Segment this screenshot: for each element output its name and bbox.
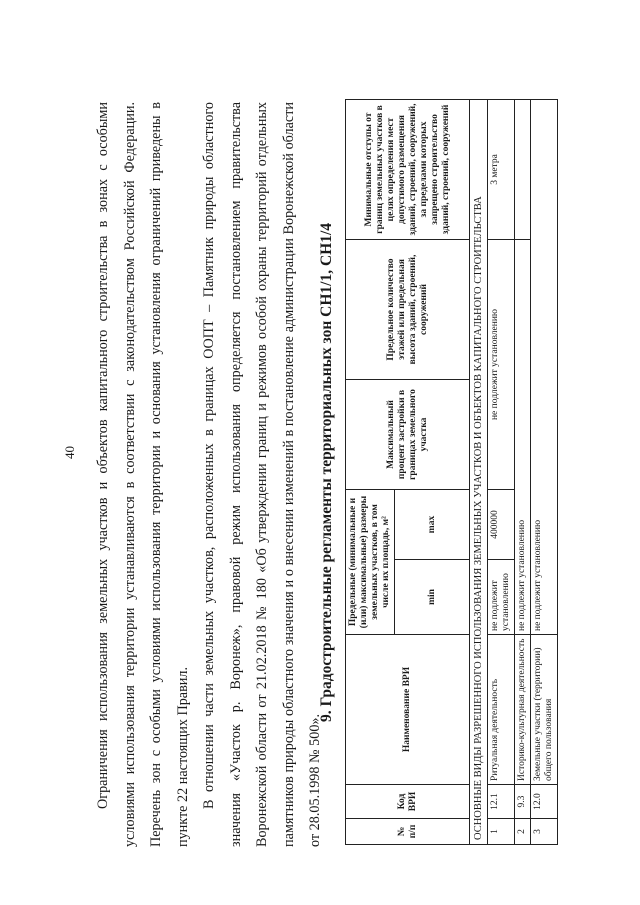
- section-row-label: ОСНОВНЫЕ ВИДЫ РАЗРЕШЕННОГО ИСПОЛЬЗОВАНИЯ ЗЕМЕЛЬНЫХ УЧАСТКОВ И ОБЪЕКТОВ КАПИТАЛЬНОГО СТРОИТЕЛЬСТВА: [470, 100, 488, 845]
- cell-code: 9.3: [515, 785, 531, 819]
- table-row: [515, 100, 531, 845]
- regulations-table-wrapper: [345, 100, 558, 845]
- cell-code: 12.0: [531, 785, 558, 819]
- cell-code: 12.1: [488, 785, 515, 819]
- cell-empty: [515, 100, 531, 240]
- table-row: [488, 100, 515, 845]
- cell-name: Ритуальная деятельность: [488, 635, 515, 785]
- header-max: max: [395, 490, 470, 560]
- paragraph: В отношении части земельных участков, расположенных в границах ООПТ – Памятник природы областного значения «Участок р. Воронеж», правовой режим использования определяется постановлением правительства Воронежской области от 21.02.2018 № 180 «Об утверждении границ и режимов особой охраны территорий отдельных памятников природы областного значения и о внесении изменений в постановление администрации Воронежской области от 28.05.1998 № 500».: [201, 102, 323, 847]
- cell-percent: не подлежит установлению: [488, 240, 515, 490]
- header-code: Код ВРИ: [346, 785, 470, 819]
- header-percent: Максимальный процент застройки в границах земельного участка: [346, 380, 470, 490]
- cell-rest-merged: не подлежит установлению: [531, 100, 558, 635]
- cell-num: 2: [515, 819, 531, 845]
- table-header-row: [346, 100, 395, 845]
- cell-max: 400000: [488, 490, 515, 560]
- cell-sizes-merged: не подлежит установлению: [515, 240, 531, 635]
- table-row: [531, 100, 558, 845]
- page-number: 40: [62, 446, 77, 459]
- body-text: [90, 102, 329, 847]
- cell-setback: 3 метра: [488, 100, 515, 240]
- header-min: min: [395, 560, 470, 635]
- header-floors: Предельное количество этажей или предельная высота зданий, строений, сооружений: [346, 240, 470, 380]
- section-title: 9. Градостроительные регламенты территориальных зон СН1/1, СН1/4: [318, 222, 335, 723]
- header-setbacks: Минимальные отступы от границ земельных участков в целях определения мест допустимого размещения зданий, строений, сооружений, за пределами которых запрещено строительство зданий, строений, сооружений: [346, 100, 470, 240]
- regulations-table: [345, 99, 558, 845]
- cell-num: 3: [531, 819, 558, 845]
- cell-min: не подлежит установлению: [488, 560, 515, 635]
- paragraph: Ограничения использования земельных участков и объектов капитального строительства в зонах с особыми условиями использования территории устанавливаются в соответствии с законодательством Российской Федерации. Перечень зон с особыми условиями использования территории и основания установления ограничений приведены в пункте 22 настоящих Правил.: [95, 102, 191, 847]
- header-sizes: Предельные (минимальные и (или) максимальные) размеры земельных участков, в том числе их площадь, м²: [346, 490, 395, 635]
- table-section-row: [470, 100, 488, 845]
- cell-name: Историко-культурная деятельность: [515, 635, 531, 785]
- cell-num: 1: [488, 819, 515, 845]
- cell-name: Земельные участки (территории) общего пользования: [531, 635, 558, 785]
- header-num: № п/п: [346, 819, 470, 845]
- header-name: Наименование ВРИ: [346, 635, 470, 785]
